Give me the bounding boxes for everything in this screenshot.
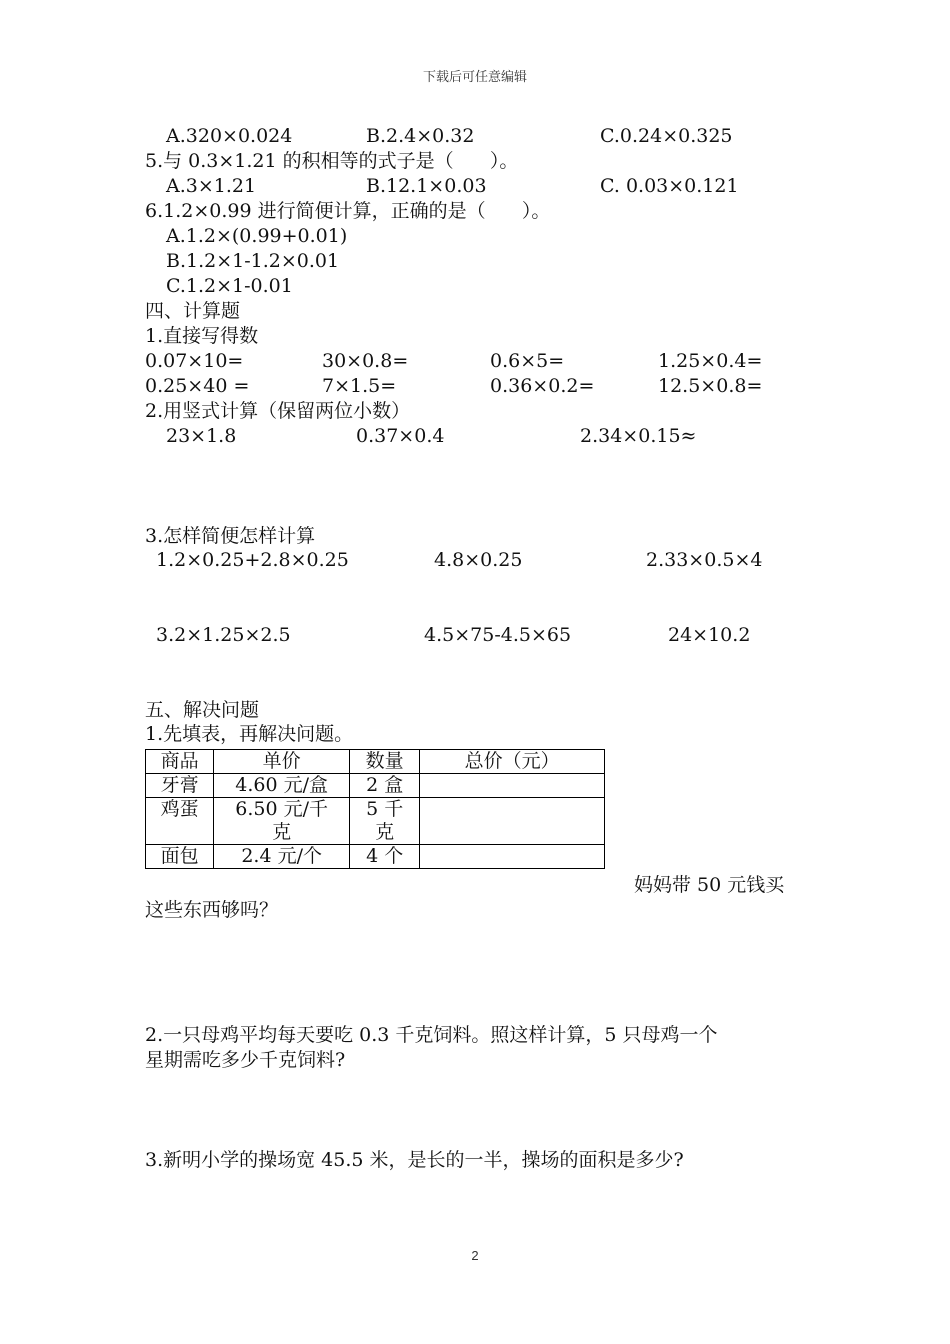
page-number: 2 xyxy=(471,1248,479,1263)
table-cell: 鸡蛋 xyxy=(146,798,214,845)
table-header-cell: 总价（元） xyxy=(420,750,605,774)
calc-item: 30×0.8= xyxy=(322,350,409,372)
calc-item: 12.5×0.8= xyxy=(658,375,763,397)
table-header-cell: 单价 xyxy=(214,750,350,774)
page-header: 下载后可任意编辑 xyxy=(422,70,527,85)
section4-part1-title: 1.直接写得数 xyxy=(145,325,259,347)
table-cell: 6.50 元/千克 xyxy=(214,798,350,845)
simplify-item: 24×10.2 xyxy=(668,624,751,646)
q6-option-a: A.1.2×(0.99+0.01) xyxy=(166,225,348,247)
table-cell: 牙膏 xyxy=(146,774,214,798)
q4-option-a: A.320×0.024 xyxy=(166,125,293,147)
table-cell: 2 盒 xyxy=(349,774,419,798)
q4-option-b: B.2.4×0.32 xyxy=(366,125,475,147)
table-cell xyxy=(420,845,605,869)
calc-item: 0.36×0.2= xyxy=(490,375,595,397)
goods-table xyxy=(145,749,605,869)
q6-option-b: B.1.2×1-1.2×0.01 xyxy=(166,250,340,272)
vertical-calc-item: 2.34×0.15≈ xyxy=(580,425,697,447)
q5-option-a: A.3×1.21 xyxy=(166,175,257,197)
section4-title: 四、计算题 xyxy=(145,300,241,322)
table-row xyxy=(146,774,605,798)
calc-item: 0.25×40 = xyxy=(145,375,250,397)
section4-part2-title: 2.用竖式计算（保留两位小数） xyxy=(145,400,411,422)
simplify-item: 3.2×1.25×2.5 xyxy=(156,624,291,646)
q5-option-c: C. 0.03×0.121 xyxy=(600,175,739,197)
section4-part3-title: 3.怎样简便怎样计算 xyxy=(145,525,316,547)
q5-option-b: B.12.1×0.03 xyxy=(366,175,487,197)
problem-2-line2: 星期需吃多少千克饲料? xyxy=(145,1049,346,1071)
section5-title: 五、解决问题 xyxy=(145,699,260,721)
question-text: 这些东西够吗？ xyxy=(145,899,279,921)
problem-2-line1: 2.一只母鸡平均每天要吃 0.3 千克饲料。照这样计算，5 只母鸡一个 xyxy=(145,1024,718,1046)
table-cell: 面包 xyxy=(146,845,214,869)
calc-item: 0.6×5= xyxy=(490,350,565,372)
q6-stem: 6.1.2×0.99 进行简便计算，正确的是（ ）。 xyxy=(145,200,551,222)
table-header-row xyxy=(146,750,605,774)
table-row xyxy=(146,845,605,869)
calc-item: 0.07×10= xyxy=(145,350,244,372)
table-cell: 5 千克 xyxy=(349,798,419,845)
table-header-cell: 商品 xyxy=(146,750,214,774)
table-cell xyxy=(420,774,605,798)
table-header-cell: 数量 xyxy=(349,750,419,774)
question-text: 妈妈带 50 元钱买 xyxy=(634,874,785,896)
table-cell: 2.4 元/个 xyxy=(214,845,350,869)
simplify-item: 2.33×0.5×4 xyxy=(646,549,763,571)
q5-stem: 5.与 0.3×1.21 的积相等的式子是（ ）。 xyxy=(145,150,519,172)
table-cell: 4 个 xyxy=(349,845,419,869)
table-cell: 4.60 元/盒 xyxy=(214,774,350,798)
q4-option-c: C.0.24×0.325 xyxy=(600,125,733,147)
table-row xyxy=(146,798,605,845)
vertical-calc-item: 0.37×0.4 xyxy=(356,425,445,447)
calc-item: 7×1.5= xyxy=(322,375,397,397)
q6-option-c: C.1.2×1-0.01 xyxy=(166,275,293,297)
section5-part1-title: 1.先填表，再解决问题。 xyxy=(145,723,354,745)
simplify-item: 4.8×0.25 xyxy=(434,549,523,571)
table-cell xyxy=(420,798,605,845)
calc-item: 1.25×0.4= xyxy=(658,350,763,372)
problem-3: 3.新明小学的操场宽 45.5 米，是长的一半，操场的面积是多少? xyxy=(145,1149,684,1171)
simplify-item: 4.5×75-4.5×65 xyxy=(424,624,572,646)
vertical-calc-item: 23×1.8 xyxy=(166,425,237,447)
simplify-item: 1.2×0.25+2.8×0.25 xyxy=(156,549,349,571)
